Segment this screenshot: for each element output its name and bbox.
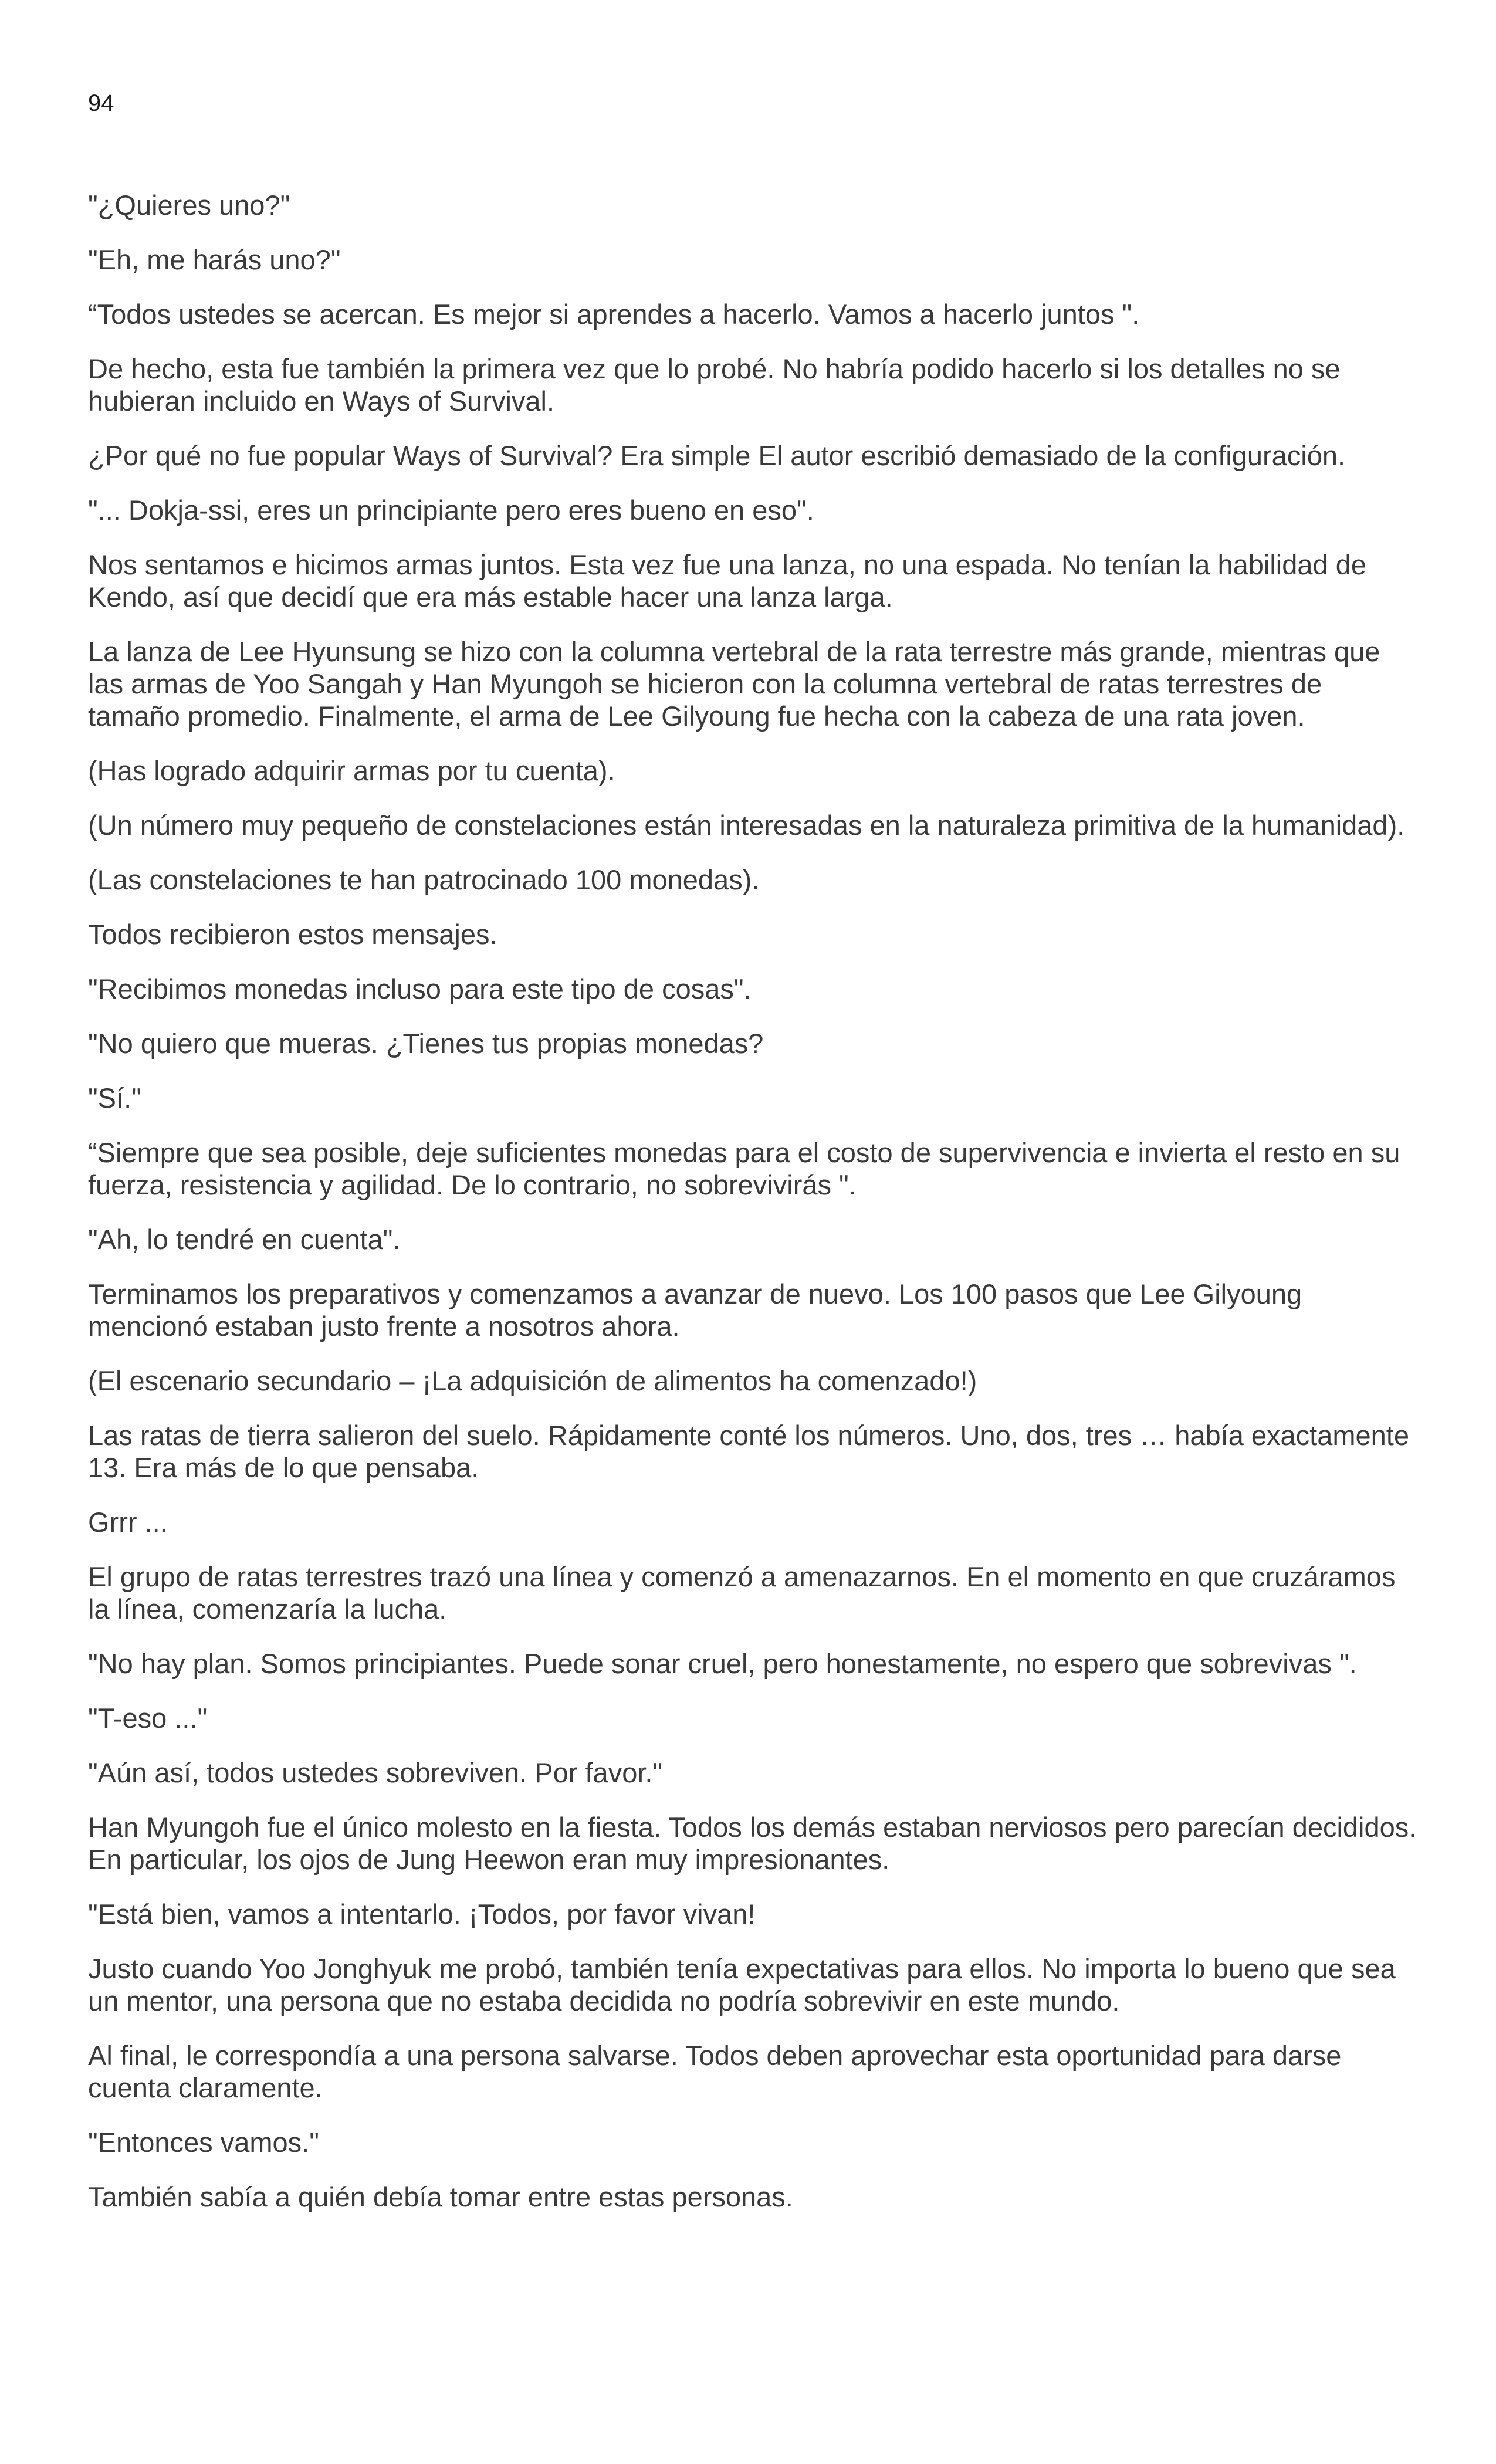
body-text [88, 189, 1420, 2235]
paragraph: Han Myungoh fue el único molesto en la fiesta. Todos los demás estaban nerviosos pero parecían decididos. En particular, los ojos de Jung Heewon eran muy impresionantes. [88, 1812, 1417, 1875]
paragraph: (El escenario secundario – ¡La adquisición de alimentos ha comenzado!) [88, 1365, 977, 1396]
paragraph: Las ratas de tierra salieron del suelo. Rápidamente conté los números. Uno, dos, tres … había exactamente 13. Era más de lo que pensaba. [88, 1420, 1410, 1483]
page-number: 94 [88, 90, 114, 116]
paragraph: "Aún así, todos ustedes sobreviven. Por favor." [88, 1757, 663, 1788]
paragraph: “Siempre que sea posible, deje suficientes monedas para el costo de supervivencia e invierta el resto en su fuerza, resistencia y agilidad. De lo contrario, no sobrevivirás ". [88, 1137, 1400, 1200]
paragraph: (Un número muy pequeño de constelaciones están interesadas en la naturaleza primitiva de la humanidad). [88, 810, 1405, 841]
paragraph: Al final, le correspondía a una persona salvarse. Todos deben aprovechar esta oportunidad para darse cuenta claramente. [88, 2040, 1342, 2103]
paragraph: Grrr ... [88, 1507, 168, 1538]
paragraph: Todos recibieron estos mensajes. [88, 919, 497, 950]
paragraph: "Está bien, vamos a intentarlo. ¡Todos, por favor vivan! [88, 1898, 756, 1930]
paragraph: ¿Por qué no fue popular Ways of Survival? Era simple El autor escribió demasiado de la configuración. [88, 440, 1346, 471]
paragraph: “Todos ustedes se acercan. Es mejor si aprendes a hacerlo. Vamos a hacerlo juntos ". [88, 299, 1140, 330]
paragraph: "Recibimos monedas incluso para este tipo de cosas". [88, 973, 752, 1004]
paragraph: Justo cuando Yoo Jonghyuk me probó, también tenía expectativas para ellos. No importa lo bueno que sea un mentor, una persona que no estaba decidida no podría sobrevivir en este mundo. [88, 1953, 1396, 2016]
paragraph: "Entonces vamos." [88, 2127, 319, 2158]
paragraph: "... Dokja-ssi, eres un principiante pero eres bueno en eso". [88, 495, 814, 526]
paragraph: También sabía a quién debía tomar entre estas personas. [88, 2181, 793, 2212]
paragraph: "No quiero que mueras. ¿Tienes tus propias monedas? [88, 1028, 764, 1059]
paragraph: "T-eso ..." [88, 1703, 208, 1734]
paragraph: Terminamos los preparativos y comenzamos a avanzar de nuevo. Los 100 pasos que Lee Gilyoung mencionó estaban justo frente a nosotros ahora. [88, 1278, 1302, 1342]
paragraph: Nos sentamos e hicimos armas juntos. Esta vez fue una lanza, no una espada. No tenían la habilidad de Kendo, así que decidí que era más estable hacer una lanza larga. [88, 549, 1366, 612]
paragraph: "¿Quieres uno?" [88, 189, 290, 221]
paragraph: El grupo de ratas terrestres trazó una línea y comenzó a amenazarnos. En el momento en que cruzáramos la línea, comenzaría la lucha. [88, 1561, 1396, 1624]
paragraph: "Eh, me harás uno?" [88, 244, 341, 275]
paragraph: (Las constelaciones te han patrocinado 100 monedas). [88, 864, 760, 895]
paragraph: De hecho, esta fue también la primera vez que lo probé. No habría podido hacerlo si los detalles no se hubieran incluido en Ways of Survival. [88, 353, 1341, 417]
paragraph: "Sí." [88, 1082, 141, 1113]
paragraph: "Ah, lo tendré en cuenta". [88, 1224, 401, 1255]
paragraph: (Has logrado adquirir armas por tu cuenta). [88, 755, 615, 786]
paragraph: La lanza de Lee Hyunsung se hizo con la columna vertebral de la rata terrestre más grande, mientras que las armas de Yoo Sangah y Han Myungoh se hicieron con la columna vertebral de ratas terrestres de tamaño promedio. Finalmente, el arma de Lee Gilyoung fue hecha con la cabeza de una rata joven. [88, 636, 1380, 732]
paragraph: "No hay plan. Somos principiantes. Puede sonar cruel, pero honestamente, no espero que sobrevivas ". [88, 1648, 1357, 1679]
